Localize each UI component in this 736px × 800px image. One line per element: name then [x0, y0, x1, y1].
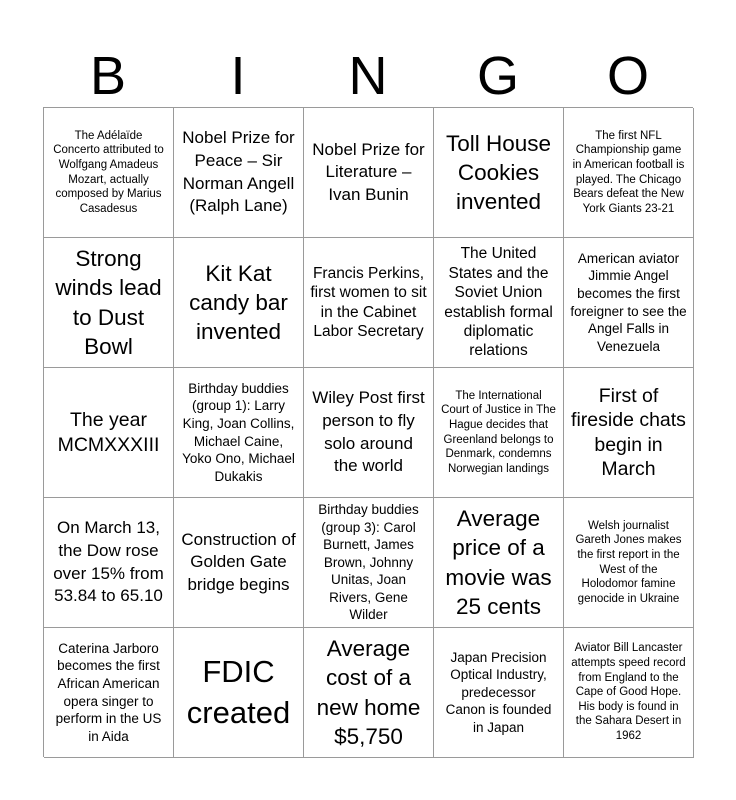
bingo-header	[43, 46, 693, 106]
bingo-cell[interactable]: American aviator Jimmie Angel becomes the first foreigner to see the Angel Falls in Venezuela	[564, 238, 694, 368]
header-letter-b: B	[89, 46, 127, 106]
bingo-cell[interactable]: First of fireside chats begin in March	[564, 368, 694, 498]
bingo-cell[interactable]: Japan Precision Optical Industry, predecessor Canon is founded in Japan	[434, 628, 564, 758]
bingo-cell[interactable]: On March 13, the Dow rose over 15% from 53.84 to 65.10	[44, 498, 174, 628]
bingo-cell[interactable]: Wiley Post first person to fly solo around the world	[304, 368, 434, 498]
bingo-cell[interactable]: Nobel Prize for Peace – Sir Norman Angell (Ralph Lane)	[174, 108, 304, 238]
bingo-cell[interactable]: Average cost of a new home $5,750	[304, 628, 434, 758]
bingo-cell[interactable]: Birthday buddies (group 1): Larry King, Joan Collins, Michael Caine, Yoko Ono, Michael Dukakis	[174, 368, 304, 498]
bingo-cell[interactable]: The Adélaïde Concerto attributed to Wolfgang Amadeus Mozart, actually composed by Marius Casadesus	[44, 108, 174, 238]
bingo-cell[interactable]: Caterina Jarboro becomes the first African American opera singer to perform in the US in Aida	[44, 628, 174, 758]
bingo-cell[interactable]: Nobel Prize for Literature – Ivan Bunin	[304, 108, 434, 238]
bingo-cell[interactable]: Strong winds lead to Dust Bowl	[44, 238, 174, 368]
bingo-cell[interactable]: Construction of Golden Gate bridge begins	[174, 498, 304, 628]
bingo-cell[interactable]: The first NFL Championship game in American football is played. The Chicago Bears defeat the New York Giants 23-21	[564, 108, 694, 238]
header-letter-i: I	[230, 46, 246, 106]
header-letter-o: O	[606, 46, 649, 106]
bingo-cell[interactable]: Francis Perkins, first women to sit in the Cabinet Labor Secretary	[304, 238, 434, 368]
bingo-cell[interactable]: The year MCMXXXIII	[44, 368, 174, 498]
bingo-cell[interactable]: FDIC created	[174, 628, 304, 758]
bingo-board	[43, 107, 693, 757]
bingo-cell[interactable]: Kit Kat candy bar invented	[174, 238, 304, 368]
bingo-cell[interactable]: Welsh journalist Gareth Jones makes the first report in the West of the Holodomor famine genocide in Ukraine	[564, 498, 694, 628]
bingo-cell[interactable]: Aviator Bill Lancaster attempts speed record from England to the Cape of Good Hope. His body is found in the Sahara Desert in 1962	[564, 628, 694, 758]
bingo-cell[interactable]: The United States and the Soviet Union establish formal diplomatic relations	[434, 238, 564, 368]
header-letter-g: G	[476, 46, 519, 106]
bingo-cell[interactable]: Toll House Cookies invented	[434, 108, 564, 238]
bingo-cell[interactable]: Average price of a movie was 25 cents	[434, 498, 564, 628]
header-letter-n: N	[348, 46, 388, 106]
bingo-cell[interactable]: Birthday buddies (group 3): Carol Burnett, James Brown, Johnny Unitas, Joan Rivers, Gene Wilder	[304, 498, 434, 628]
bingo-cell[interactable]: The International Court of Justice in The Hague decides that Greenland belongs to Denmark, condemns Norwegian landings	[434, 368, 564, 498]
